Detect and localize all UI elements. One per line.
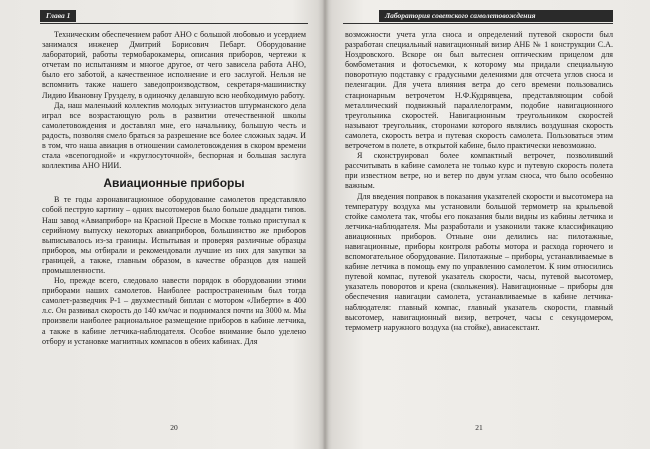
running-header-left [40, 10, 308, 24]
chapter-label: Глава 1 [40, 10, 76, 22]
right-page [325, 0, 650, 449]
paragraph: Да, наш маленький коллектив молодых энтузиастов штурманского дела играл все возрастающую роль в развитии отечественной школы самолетовождения и доставлял мне, его начальнику, большую честь и радость, позволяя смело браться за разрешение все более сложных задач. И в том, что наша авиация в отношении самолетовождения в скором времени стала «всепогодной» и «круглосуточной», беспорная и большая заслуга коллектива АНО НИИ. [42, 100, 306, 171]
paragraph: Но, прежде всего, следовало навести порядок в оборудовании этими приборами наших самолетов. Наиболее распространенным был тогда самолет-разведчик Р-1 – двухместный биплан с мотором «Либерти» в 400 л.с. Он развивал скорость до 140 км/час и поднимался почти на 3000 м. Мы произвели наиболее рациональное размещение приборов в кабине летчика, а также в кабине летчика-наблюдателя. Особое внимание было уделено отбору и установке магнитных компасов в обеих кабинах. Для [42, 276, 306, 346]
paragraph: Для введения поправок в показания указателей скорости и высотомера на температуру воздуха мы установили большой термометр на крыльевой стойке самолета так, чтобы его показания были видны из кабины летчика и летчика-наблюдателя. Мы разработали и узаконили также классификацию авиационных приборов. Отныне они делились на: пилотажные, навигационные, приборы контроля работы мотора и расхода горючего и вспомогательное оборудование. Пилотажные – приборы, устанавливаемые в кабине летчика в помощь ему по управлению самолетом. К ним относились путевой компас, путевой указатель скорости, часы, путевой высотомер, указатель поворотов и крена (скольжения). Навигационные – приборы для обеспечения навигации самолета, устанавливаемые в кабине летчика-наблюдателя: главный компас, главный указатель скорости, главный высотомер, навигационный визир, ветрочет, часы с секундомером, термометр наружного воздуха (на стойке), авиасекстант. [345, 191, 613, 332]
paragraph: Техническим обеспечением работ АНО с большой любовью и усердием занимался инженер Дмитрий Борисович Пебарт. Оборудование лабораторий, работы термобарокамеры, описания приборов, чертежи к отчетам по испытаниям и многое другое, от чего зависела работа АНО, было его заботой, а качественное исполнение и его заслугой. Нельзя не вспомнить также нашего заведопроизводством, секретаря-машинистку Лидию Ивановну Грузделу, в одиночку делавшую всю необходимую работу. [42, 30, 306, 100]
left-page-body [42, 30, 306, 347]
chapter-title-label: Лаборатория советского самолетовождения [379, 10, 613, 22]
running-header-right [343, 10, 613, 24]
right-page-body [345, 30, 613, 333]
paragraph: В те годы аэронавигационное оборудование самолетов представляло собой пеструю картину – одних высотомеров было больше двадцати типов. Наш завод «Авиаприбор» на Красной Пресне в Москве только приступал к серийному выпуску некоторых авиаприборов, большинство же приборов выписывалось из-за границы. Испытывая и проверяя различные образцы приборов, мы отбирали и рекомендовали лучшие из них для закупки за границей, а также, главным образом, в качестве образцов для нашей промышленности. [42, 195, 306, 275]
paragraph: Я сконструировал более компактный ветрочет, позволивший рассчитывать в кабине самолета не только курс и путевую скорость полета при известном ветре, но и ветер по двум углам сноса, что было особенно важным. [345, 151, 613, 191]
section-heading: Авиационные приборы [103, 176, 245, 191]
paragraph: возможности учета угла сноса и определений путевой скорости был разработан специальный навигационный визир АНБ № 1 конструкции С.А. Ноздровского. Вскоре он был вытеснен оптическим прицелом для бомбометания и фотосъемки, к которому мы придали специальную поворотную подставку с градусными делениями для отсчета углов сноса и пеленгации. Для учета влияния ветра до сего времени пользовались стационарным ветрочетом Н.Ф.Кудрявцева, представляющим собой металлический подвижный параллелограмм, подобие навигационного треугольника скоростей. Навигационным треугольником скоростей называют треугольник, сторонами которого являлись воздушная скорость самолета, скорость ветра и путевая скорость самолета. Пользоваться этим ветрочетом в полете, в открытой кабине, было практически невозможно. [345, 30, 613, 151]
page-number-right: 21 [475, 423, 483, 432]
page-number-left: 20 [170, 423, 178, 432]
